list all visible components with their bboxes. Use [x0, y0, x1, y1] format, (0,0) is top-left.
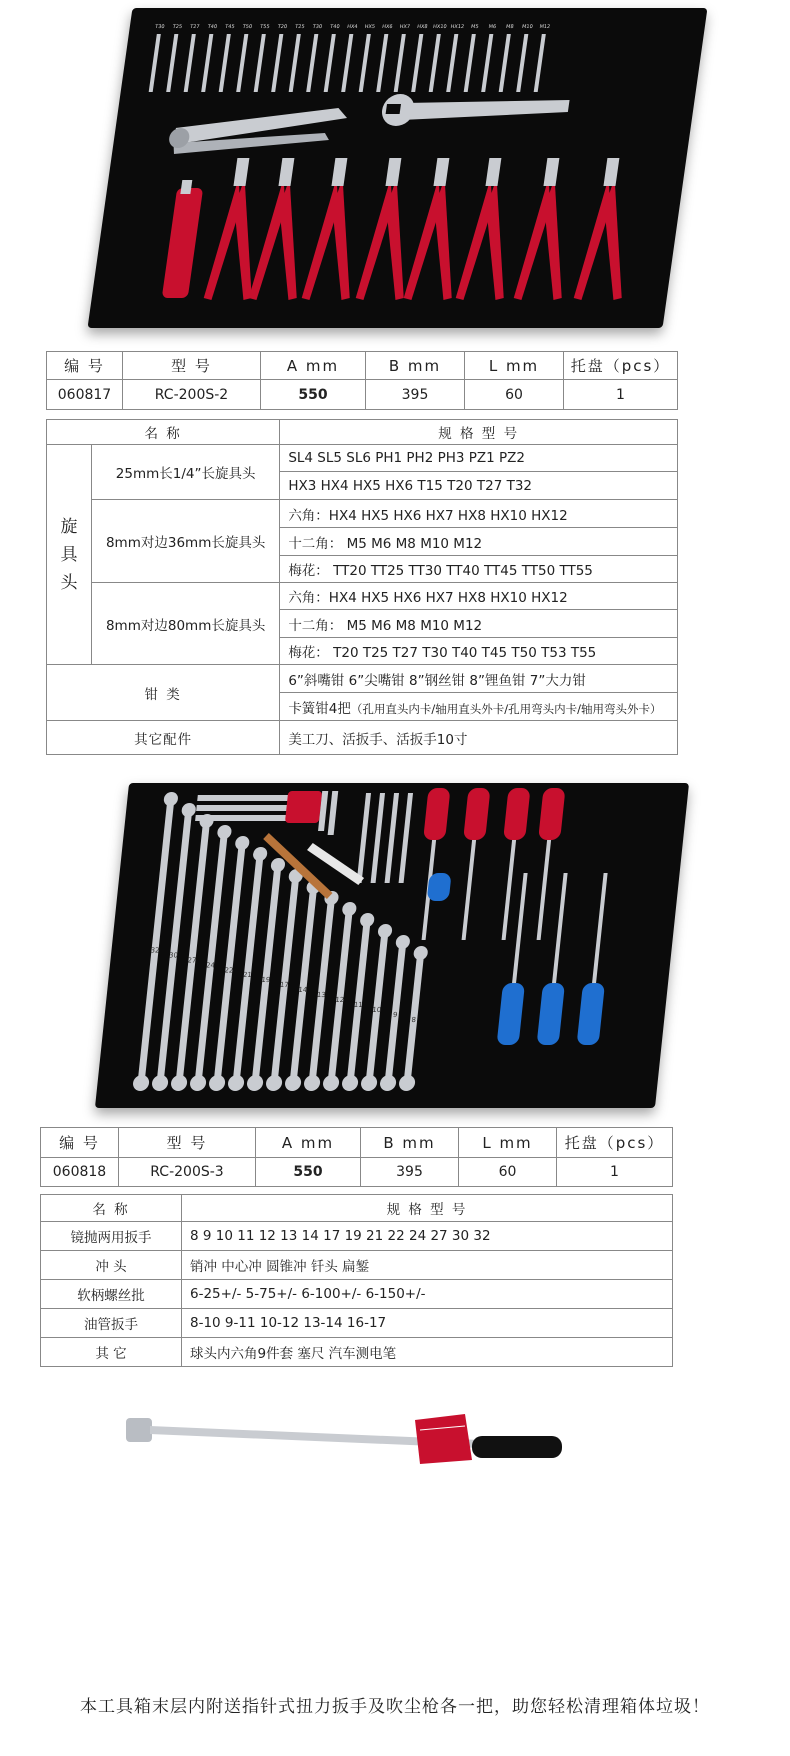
group-label	[47, 445, 92, 665]
bit-label: HX12	[450, 24, 465, 30]
spec-table-2-contents	[40, 1194, 673, 1367]
pliers-icon	[513, 158, 581, 300]
col-model: 型 号	[119, 1128, 256, 1158]
bit-item	[513, 24, 533, 92]
wrench-size-label: 30	[168, 950, 179, 960]
spec-table-1-contents	[46, 419, 678, 755]
bit-label: T30	[154, 24, 165, 30]
wrench-size-label: 13	[316, 990, 327, 1000]
value-b: 395	[366, 380, 465, 410]
col-tray: 托盘（pcs）	[557, 1128, 673, 1158]
row-spec: 十二角： M5 M6 M8 M10 M12	[280, 528, 678, 556]
other-name: 其它配件	[47, 721, 280, 755]
wrench-size-label: 32	[150, 945, 160, 955]
col-tray: 托盘（pcs）	[564, 352, 678, 380]
row-value: 销冲 中心冲 圆锥冲 钎头 扁錾	[182, 1251, 673, 1280]
bit-label: T20	[277, 24, 288, 30]
bit-label: T27	[189, 24, 200, 30]
torque-wrench-image	[120, 1400, 570, 1490]
row-name: 冲 头	[41, 1251, 182, 1280]
bit-item	[356, 24, 376, 92]
name-header: 名 称	[41, 1195, 182, 1222]
row-name: 镜抛两用扳手	[41, 1222, 182, 1251]
bit-label: HX4	[346, 24, 358, 30]
wrench-size-label: 8	[411, 1014, 417, 1024]
bit-label: T40	[207, 24, 218, 30]
wrench-size-label: 12	[334, 995, 345, 1004]
bit-label: HX8	[416, 24, 428, 30]
pliers-line-2	[280, 693, 678, 721]
punches-icon	[357, 793, 413, 883]
pliers-name: 钳 类	[47, 665, 280, 721]
row-name: 油管扳手	[41, 1309, 182, 1338]
row-name: 8mm对边36mm长旋具头	[92, 500, 280, 583]
pliers-line-1: 6”斜嘴钳 6”尖嘴钳 8”钢丝钳 8”锂鱼钳 7”大力钳	[280, 665, 678, 693]
col-code: 编 号	[47, 352, 123, 380]
col-code: 编 号	[41, 1128, 119, 1158]
hex-key-set-icon	[194, 791, 339, 835]
row-spec: 梅花： T20 T25 T27 T30 T40 T45 T50 T53 T55	[280, 638, 678, 665]
value-l: 60	[459, 1158, 557, 1187]
torque-wrench-icon	[120, 1400, 570, 1490]
value-tray: 1	[557, 1158, 673, 1187]
name-header: 名 称	[47, 420, 280, 445]
other-value: 美工刀、活扳手、活扳手10寸	[280, 721, 678, 755]
value-model: RC-200S-2	[123, 380, 261, 410]
bit-label: HX5	[364, 24, 376, 30]
row-spec: 六角：HX4 HX5 HX6 HX7 HX8 HX10 HX12	[280, 583, 678, 610]
bit-item	[441, 24, 464, 92]
bit-label: T55	[259, 24, 270, 30]
row-value: 6-25+/- 5-75+/- 6-100+/- 6-150+/-	[182, 1280, 673, 1309]
screwdriver-icon	[453, 788, 491, 940]
value-a: 550	[261, 380, 366, 410]
wrench-size-label: 19	[260, 975, 271, 985]
pliers-icon	[455, 158, 523, 300]
value-b: 395	[361, 1158, 459, 1187]
locking-pliers-icon	[167, 108, 348, 154]
pliers-line-2-note: （孔用直头内卡/轴用直头外卡/孔用弯头内卡/轴用弯头外卡）	[350, 701, 662, 716]
row-name: 8mm对边80mm长旋具头	[92, 583, 280, 665]
value-code: 060817	[47, 380, 123, 410]
pliers-line-2-main: 卡簧钳4把	[288, 700, 351, 717]
wrench-size-label: 21	[242, 970, 253, 980]
bit-item	[215, 24, 235, 92]
pliers-icon	[301, 158, 369, 300]
row-spec: HX3 HX4 HX5 HX6 T15 T20 T27 T32	[280, 472, 678, 500]
footer-note: 本工具箱末层内附送指针式扭力扳手及吹尘枪各一把，助您轻松清理箱体垃圾！	[80, 1697, 710, 1717]
col-model: 型 号	[123, 352, 261, 380]
bit-item	[302, 24, 322, 92]
bit-item	[408, 24, 428, 92]
bit-item	[162, 24, 182, 92]
bit-label: T25	[172, 24, 183, 30]
row-name: 25mm长1/4”长旋具头	[92, 445, 280, 500]
value-code: 060818	[41, 1158, 119, 1187]
bit-item	[285, 24, 305, 92]
bit-item	[462, 24, 479, 92]
col-l: L mm	[465, 352, 564, 380]
tray-1-illustration	[88, 8, 708, 328]
spec-header: 规 格 型 号	[182, 1195, 673, 1222]
bit-label: M8	[505, 24, 514, 30]
value-model: RC-200S-3	[119, 1158, 256, 1187]
tray-2-illustration	[95, 783, 689, 1108]
bit-label: HX6	[381, 24, 393, 30]
bit-item	[497, 24, 514, 92]
bit-item	[145, 24, 165, 92]
row-spec: 十二角： M5 M6 M8 M10 M12	[280, 610, 678, 638]
screwdriver-icon	[577, 873, 617, 1045]
wrench-size-label: 10	[371, 1004, 382, 1014]
row-value: 8-10 9-11 10-12 13-14 16-17	[182, 1309, 673, 1338]
bit-item	[232, 24, 252, 92]
bit-item	[267, 24, 287, 92]
bit-item	[180, 24, 200, 92]
group-label-text: 旋具头	[60, 516, 78, 593]
row-spec: SL4 SL5 SL6 PH1 PH2 PH3 PZ1 PZ2	[280, 445, 678, 472]
wrench-size-label: 27	[187, 955, 197, 965]
col-a: A mm	[261, 352, 366, 380]
screwdriver-icon	[493, 788, 531, 940]
row-value: 球头内六角9件套 塞尺 汽车测电笔	[182, 1338, 673, 1367]
bit-item	[197, 24, 217, 92]
bit-label: T50	[242, 24, 253, 30]
pliers-icon	[573, 158, 641, 300]
wrench-size-label: 24	[205, 960, 216, 970]
bit-item	[320, 24, 340, 92]
wrench-size-label: 11	[353, 999, 364, 1009]
bit-label: HX7	[399, 24, 411, 30]
row-spec: 六角：HX4 HX5 HX6 HX7 HX8 HX10 HX12	[280, 500, 678, 528]
col-b: B mm	[366, 352, 465, 380]
bit-label: T30	[312, 24, 323, 30]
row-name: 其 它	[41, 1338, 182, 1367]
value-a: 550	[256, 1158, 361, 1187]
bit-label: T40	[329, 24, 340, 30]
bit-item	[250, 24, 270, 92]
wrench-size-label: 14	[297, 985, 308, 995]
col-a: A mm	[256, 1128, 361, 1158]
bit-label: T45	[224, 24, 235, 30]
row-spec: 梅花： TT20 TT25 TT30 TT40 TT45 TT50 TT55	[280, 556, 678, 583]
bit-label: M5	[470, 24, 479, 30]
bit-item	[479, 24, 496, 92]
spec-table-2-dimensions	[40, 1127, 673, 1187]
bit-label: M10	[521, 24, 534, 30]
screwdriver-icon	[497, 873, 537, 1045]
pliers-icon	[248, 158, 316, 300]
bit-item	[338, 24, 358, 92]
bit-label: M12	[539, 24, 551, 30]
bit-item	[391, 24, 411, 92]
bit-label: M6	[488, 24, 497, 30]
pliers-icon	[403, 158, 471, 300]
bit-item	[424, 24, 447, 92]
spec-table-1-dimensions	[46, 351, 678, 410]
wrench-size-label: 17	[279, 980, 290, 990]
bit-item	[373, 24, 393, 92]
col-b: B mm	[361, 1128, 459, 1158]
wrench-size-label: 22	[224, 965, 234, 975]
bit-label: HX10	[432, 24, 447, 30]
value-l: 60	[465, 380, 564, 410]
wrench-size-label: 9	[392, 1009, 398, 1019]
row-name: 软柄螺丝批	[41, 1280, 182, 1309]
value-tray: 1	[564, 380, 678, 410]
utility-knife-icon	[162, 180, 205, 298]
wrench-item	[246, 858, 286, 1091]
screwdriver-icon	[413, 788, 451, 940]
bit-label: T25	[294, 24, 305, 30]
row-value: 8 9 10 11 12 13 14 17 19 21 22 24 27 30 32	[182, 1222, 673, 1251]
adjustable-wrench-icon	[380, 94, 570, 126]
spec-header: 规 格 型 号	[280, 420, 678, 445]
bit-item	[530, 24, 550, 92]
col-l: L mm	[459, 1128, 557, 1158]
tool-tray-2-image	[95, 783, 689, 1108]
tool-tray-1-image	[88, 8, 708, 328]
